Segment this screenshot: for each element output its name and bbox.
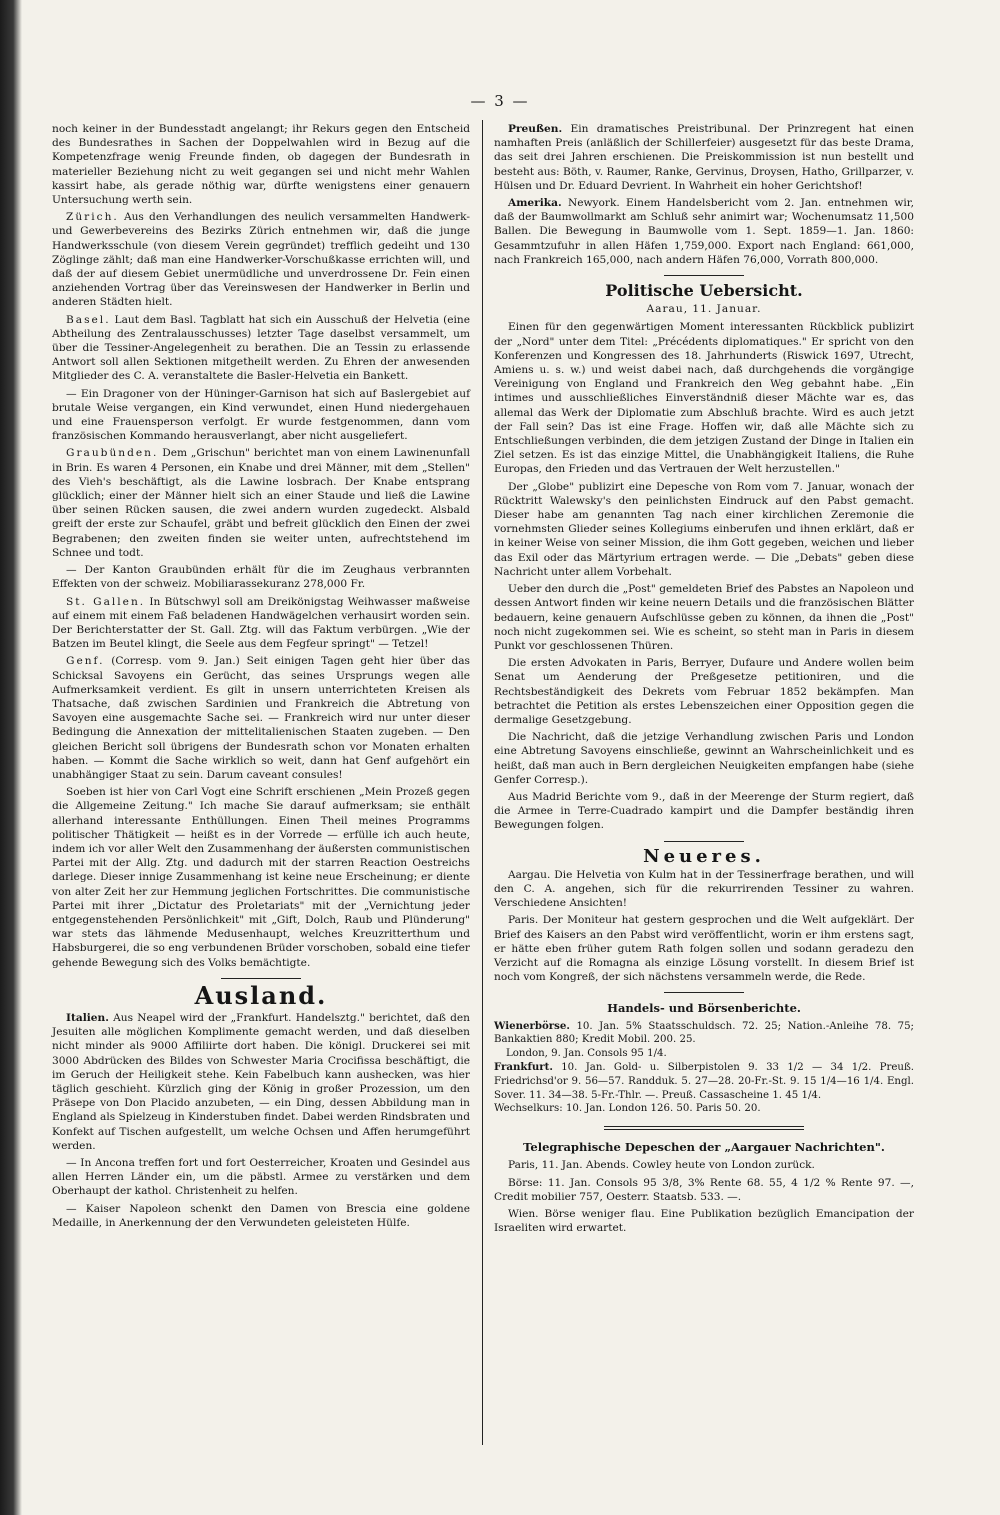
- article-text: Newyork. Einem Handelsbericht vom 2. Jan. entnehmen wir, daß der Baumwollmarkt am Schluß sehr animirt war; Wochenumsatz 11,500 Ballen. Die Bewegung in Baumwolle vom 1. Sept. 1859—1. Jan. 1860: Gesammtzufuhr in allen Häfen 1,759,000. Export nach England: 661,000, nach Frankreich 165,000, nach andern Häfen 76,000, Vorrath 800,000.: [494, 197, 914, 266]
- article-italien: [52, 1011, 470, 1153]
- market-report-london: London, 9. Jan. Consols 95 1/4.: [506, 1048, 667, 1060]
- telegram-paragraph: Wien. Börse weniger flau. Eine Publikation bezüglich Emancipation der Israeliten wird erwartet.: [494, 1207, 914, 1235]
- market-report-wien: [494, 1020, 914, 1048]
- article-text: Laut dem Basl. Tagblatt hat sich ein Ausschuß der Helvetia (eine Abtheilung des Zentralausschusses) letzter Tage daselbst versammelt, um über die Tessiner-Angelegenheit zu berathen. Die an Tessin zu erlassende Antwort soll allen Sektionen mitgetheilt werden. Zu Ehren der anwesenden Mitglieder des C. A. veranstaltete die Basler-Helvetia ein Bankett.: [52, 313, 470, 383]
- section-heading-handels: Handels- und Börsenberichte.: [607, 1001, 801, 1016]
- page-number: — 3 —: [470, 92, 530, 110]
- article-paragraph: Soeben ist hier von Carl Vogt eine Schrift erschienen „Mein Prozeß gegen die Allgemeine Zeitung." Ich mache Sie darauf aufmerksam; sie enthält allerhand interessante Enthüllungen. Einen Theil meines Programms politischer Thätigkeit — heißt es in der Vorrede — erfülle ich auch heute, indem ich vor aller Welt den Zusammenhang der äußersten communistischen Partei mit der Allg. Ztg. und dadurch mit der starren Reaction Oestreichs darlege. Dieser innige Zusammenhang ist keine neue Erscheinung; er diente von alter Zeit her zur Hemmung jeglichen Fortschrittes. Die communistische Partei mit ihrer „Dictatur des Proletariats" mit der „Vernichtung jeder entgegenstehenden Persönlichkeit" mit „Gift, Dolch, Raub und Plünderung" war stets das lähmende Medusenhaupt, welches Kreuzritterthum und Habsburgerei, die so eng verbundenen Brüder vorschoben, sobald eine tiefer gehende Bewegung sich des Volks bemächtigte.: [52, 786, 470, 969]
- section-divider: [604, 1126, 804, 1130]
- column-rule: [482, 120, 483, 1445]
- article-paragraph: — Kaiser Napoleon schenkt den Damen von Brescia eine goldene Medaille, in Anerkennung der den Verwundeten geleisteten Hülfe.: [52, 1202, 470, 1229]
- article-text: In Bütschwyl soll am Dreikönigstag Weihwasser maßweise auf einem mit einem Faß beladenen Handwägelchen verhausirt worden sein. Der Berichterstatter der St. Gall. Ztg. will das Faktum verbürgen. „Wie der Batzen im Beutel klingt, die Seele aus dem Fegfeur springt" — Tetzel!: [52, 595, 470, 651]
- article-graubuenden: [52, 446, 470, 560]
- section-heading-ausland: Ausland.: [194, 980, 328, 1010]
- section-heading-telegraphische: Telegraphische Depeschen der „Aargauer Nachrichten".: [523, 1140, 885, 1155]
- article-preussen: [494, 122, 914, 193]
- article-paragraph: Die Nachricht, daß die jetzige Verhandlung zwischen Paris und London eine Abtretung Savoyens einschließe, gewinnt an Wahrscheinlichkeit und es heißt, daß man auch in Bern dergleichen Neuigkeiten empfangen habe (siehe Genfer Corresp.).: [494, 731, 914, 786]
- article-text: Ein dramatisches Preistribunal. Der Prinzregent hat einen namhaften Preis (anläßlich der Schillerfeier) ausgesetzt für das beste Drama, das seit drei Jahren erschienen. Die Preiskommission ist nun bestellt und besteht aus: Böth, v. Raumer, Ranke, Gervinus, Droysen, Hatho, Grillparzer, v. Hülsen und Dr. Eduard Devrient. In Wahrheit ein hoher Gerichtshof!: [494, 123, 914, 192]
- article-text: Aus Neapel wird der „Frankfurt. Handelsztg." berichtet, daß den Jesuiten alle möglichen Komplimente gemacht werden, und daß dieselben nicht minder als 9000 Affiliirte dort haben. Die königl. Druckerei sei mit 3000 Abdrücken des Bildes von Schwester Maria Crocifissa beschäftigt, die im Geruch der Heiligkeit stehe. Kein Fabelbuch kann aushecken, was hier täglich geschieht. Kürzlich ging der König in großer Prozession, um den Präsepe von Don Placido anzubeten, — ein Ding, dessen Abbildung man in England als Spielzeug in Kinderstuben findet. Dabei werden Rindsbraten und Konfekt auf Tischen aufgestellt, um welche Ochsen und Affen herumgeführt werden.: [52, 1011, 470, 1152]
- article-genf: [52, 654, 470, 782]
- market-report-wechsel: Wechselkurs: 10. Jan. London 126. 50. Paris 50. 20.: [494, 1103, 761, 1115]
- article-text: (Corresp. vom 9. Jan.) Seit einigen Tagen geht hier über das Schicksal Savoyens ein Gerücht, das seines Ursprungs wegen alle Aufmerksamkeit verdient. Es gilt in unsern unterrichteten Kreisen als Thatsache, daß zwischen Sardinien und Frankreich die Abtretung von Savoyen eine ausgemachte Sache sei. — Frankreich wird nur unter dieser Bedingung die Annexation der mittelitalienischen Staaten zugeben. — Den gleichen Bericht soll übrigens der Bundesrath schon vor Monaten erhalten haben. — Kommt die Sache wirklich so weit, dann hat Genf aufgehört ein unabhängiger Staat zu sein. Darum caveant consules!: [52, 655, 470, 781]
- market-report-frankfurt: [494, 1061, 914, 1102]
- article-paragraph: Aus Madrid Berichte vom 9., daß in der Meerenge der Sturm regiert, daß die Armee in Terre-Cuadrado kampirt und die Dampfer beständig ihren Bewegungen folgen.: [494, 790, 914, 832]
- article-paragraph: Einen für den gegenwärtigen Moment interessanten Rückblick publizirt der „Nord" unter dem Titel: „Précédents diplomatiques." Er spricht von den Konferenzen und Kongressen des 18. Jahrhunderts (Riswick 1697, Utrecht, Amiens u. s. w.) und weist dabei nach, daß durchgehends die vorgängige Vereinigung von England und Frankreich den Weg gebahnt habe. „Ein intimes und ausschließliches Einverständniß dieser Mächte war es, das allemal das Werk der Diplomatie zum Abschluß brachte. Wird es auch jetzt der Fall sein? Das ist eine Frage. Hoffen wir, daß alle Mächte sich zu Entschließungen verbinden, die dem jetzigen Zustand der Dinge in Italien ein Ziel setzen. Es ist das einzige Mittel, die Unabhängigkeit Italiens, die Ruhe Europas, den Frieden und das Vertrauen der Welt herzustellen.": [494, 321, 914, 476]
- country-label: Preußen.: [508, 123, 563, 135]
- market-text: 10. Jan. Gold- u. Silberpistolen 9. 33 1/2 — 34 1/2. Preuß. Friedrichsd'or 9. 56—57. Randduk. 5. 27—28. 20-Fr.-St. 9. 15 1/4—16 1/4. Engl. Sover. 11. 34—38. 5-Fr.-Thlr. —. Preuß. Cassascheine 1. 45 1/4.: [494, 1061, 914, 1101]
- place-name: Genf.: [66, 655, 105, 668]
- section-divider: [664, 275, 744, 276]
- article-paragraph: — In Ancona treffen fort und fort Oesterreicher, Kroaten und Gesindel aus allen Herren Länder ein, um die päbstl. Armee zu verstärken und dem Oberhaupt der kathol. Christenheit zu helfen.: [52, 1157, 470, 1198]
- section-divider: [221, 978, 301, 979]
- article-paragraph: noch keiner in der Bundesstadt angelangt; ihr Rekurs gegen den Entscheid des Bundesrathes in Sachen der Doppelwahlen wird in Bezug auf die Kompetenzfrage wenig Freunde finden, ob dagegen der Bundesrath in materieller Beziehung nicht zu weit gegangen sei und nicht mehr Wahlen kassirt habe, als gerade nöthig war, dürfte wenigstens einer genauern Untersuchung werth sein.: [52, 123, 470, 207]
- article-text: Dem „Grischun" berichtet man von einem Lawinenunfall in Brin. Es waren 4 Personen, ein Knabe und drei Männer, mit dem „Stellen" des Vieh's beschäftigt, als die Lawine losbrach. Der Knabe entsprang glücklich; einer der Männer hielt sich an einer Staude und ließ die Lawine über seinen Rücken sausen, die zwei andern wurden zugedeckt. Alsbald greift der erste zur Schaufel, gräbt und befreit glücklich den Einen der zwei Begrabenen; den zweiten finden sie weiter unten, aufrechtstehend im Schnee und todt.: [52, 447, 471, 559]
- place-name: Basel.: [66, 313, 111, 326]
- article-zurich: [52, 210, 470, 309]
- market-label: Wienerbörse.: [494, 1019, 570, 1032]
- binding-shadow: [0, 0, 22, 1515]
- section-divider: [664, 841, 744, 842]
- place-name: Graubünden.: [66, 447, 159, 460]
- article-paragraph: Die ersten Advokaten in Paris, Berryer, Dufaure und Andere wollen beim Senat um Aenderung der Preßgesetze petitioniren, und die Rechtsbeständigkeit des Dekrets vom Februar 1852 bekämpfen. Man betrachtet die Petition als erstes Lebenszeichen einer Opposition gegen die dermalige Gesetzgebung.: [494, 657, 914, 726]
- telegram-paragraph: Börse: 11. Jan. Consols 95 3/8, 3% Rente 68. 55, 4 1/2 % Rente 97. —, Credit mobilier 757, Oesterr. Staatsb. 533. —.: [494, 1176, 914, 1203]
- article-stgallen: [52, 595, 470, 652]
- place-name: St. Gallen.: [66, 595, 146, 608]
- article-paragraph: — Ein Dragoner von der Hüninger-Garnison hat sich auf Baslergebiet auf brutale Weise vergangen, ein Kind verwundet, einen Hund niedergehauen und eine Frauensperson verfolgt. Er wurde festgenommen, dann vom französischen Kommando herausverlangt, aber nicht ausgeliefert.: [52, 387, 470, 443]
- article-paragraph: Der „Globe" publizirt eine Depesche von Rom vom 7. Januar, wonach der Rücktritt Walewsky's den peinlichsten Eindruck auf den Pabst gemacht. Dieser habe am genannten Tag nach einer kirchlichen Zeremonie die vornehmsten Glieder seines Kollegiums einberufen und ihnen erklärt, daß er in keiner Weise von seiner Mission, die ihm Gott gegeben, weichen und lieber das Exil oder das Märtyrium ertragen werde. — Die „Debats" geben diese Nachricht unter allem Vorbehalt.: [494, 480, 914, 578]
- left-column: [52, 122, 470, 1233]
- place-name: Zürich.: [66, 211, 119, 224]
- dateline: Aarau, 11. Januar.: [646, 303, 762, 316]
- article-paragraph: Paris. Der Moniteur hat gestern gesprochen und die Welt aufgeklärt. Der Brief des Kaisers an den Pabst wird veröffentlicht, worin er ihm erstens sagt, er hätte eben früher gutem Rath folgen sollen und sodann geradezu den Verzicht auf die Romagna als einzige Lösung vorstellt. In diesem Brief ist noch vom Kongreß, der sich nächstens versammeln werde, die Rede.: [494, 914, 914, 984]
- article-paragraph: Aargau. Die Helvetia von Kulm hat in der Tessinerfrage berathen, und will den C. A. angehen, sich für die rekurrirenden Tessiner zu wahren. Verschiedene Ansichten!: [494, 868, 914, 910]
- section-heading-politische-uebersicht: Politische Uebersicht.: [605, 281, 803, 301]
- section-divider: [664, 992, 744, 993]
- country-label: Italien.: [66, 1011, 109, 1024]
- article-basel: [52, 313, 470, 384]
- article-amerika: [494, 196, 914, 267]
- section-heading-neueres: Neueres.: [643, 845, 765, 867]
- article-paragraph: — Der Kanton Graubünden erhält für die im Zeughaus verbrannten Effekten von der schweiz. Mobiliarassekuranz 278,000 Fr.: [52, 564, 470, 591]
- article-paragraph: Ueber den durch die „Post" gemeldeten Brief des Pabstes an Napoleon und dessen Antwort finden wir keine neuern Details und die französischen Blätter bedauern, keine genauern Aufschlüsse geben zu können, da ihnen die „Post" noch nicht zugekommen sei. Wie es scheint, so steht man in Paris in diesem Punkt vor geschlossenen Thüren.: [494, 583, 914, 652]
- telegram-paragraph: Paris, 11. Jan. Abends. Cowley heute von London zurück.: [508, 1159, 815, 1172]
- article-text: Aus den Verhandlungen des neulich versammelten Handwerk- und Gewerbevereins des Bezirks Zürich entnehmen wir, daß die junge Handwerksschule (von diesem Verein gegründet) trefflich gedeiht und 130 Zöglinge zählt; daß man eine Handwerker-Vorschußkasse errichten will, und daß der auf diesem Gebiet unermüdliche und unverdrossene Dr. Fein einen anziehenden Vortrag über das Vereinswesen der Handwerker in Berlin und anderen Städten hielt.: [52, 211, 470, 309]
- right-column: [494, 122, 914, 1238]
- market-text: 10. Jan. 5% Staatsschuldsch. 72. 25; Nation.-Anleihe 78. 75; Bankaktien 880; Kredit Mobil. 200. 25.: [494, 1020, 914, 1046]
- country-label: Amerika.: [508, 197, 562, 210]
- market-label: Frankfurt.: [494, 1060, 553, 1073]
